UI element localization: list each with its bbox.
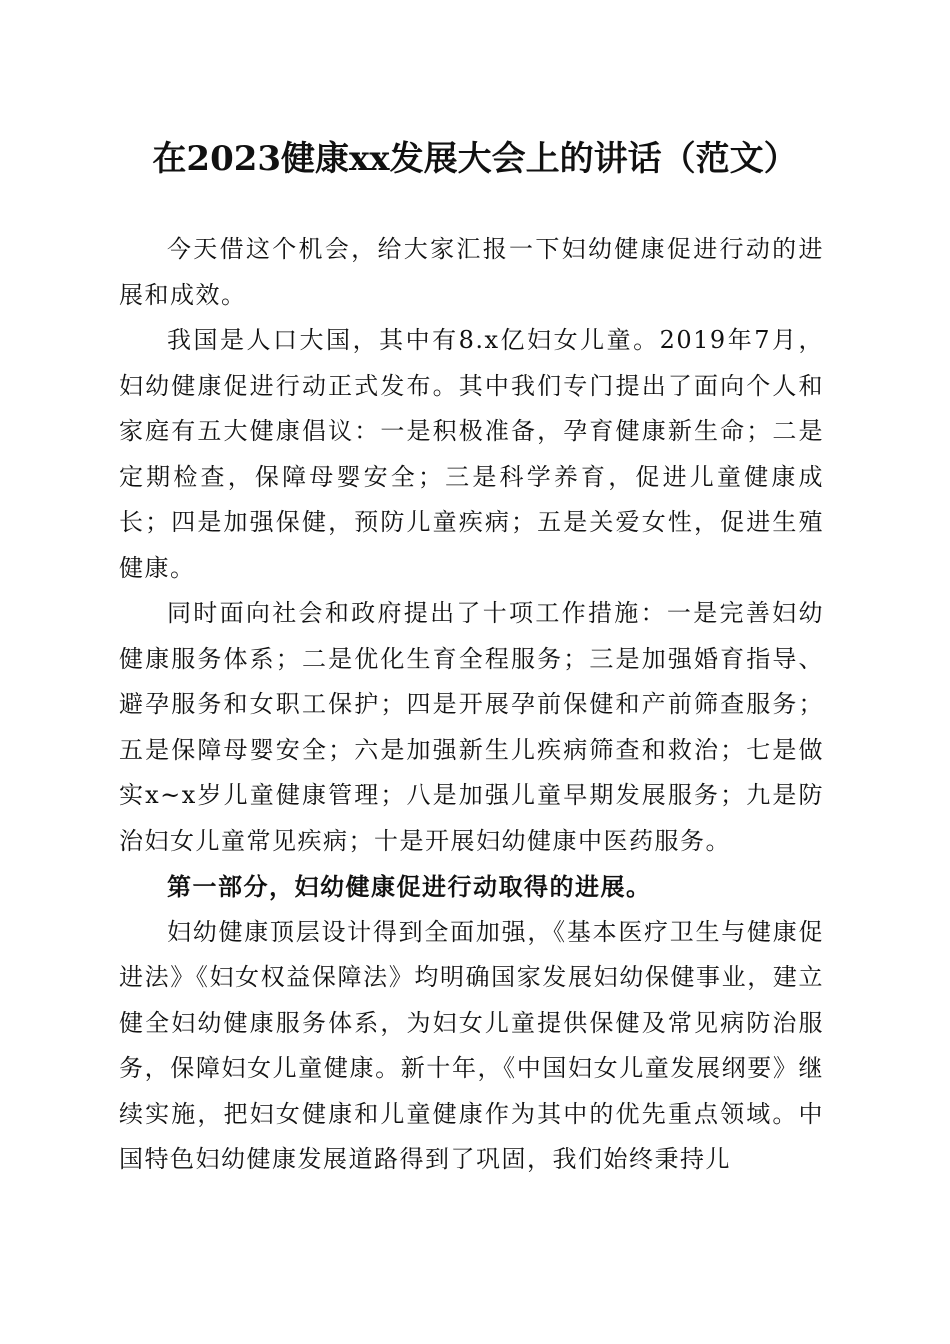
section-heading: 第一部分，妇幼健康促进行动取得的进展。 [167, 872, 652, 901]
paragraph-intro: 今天借这个机会，给大家汇报一下妇幼健康促进行动的进展和成效。 [119, 235, 824, 309]
paragraph-health-initiatives: 我国是人口大国，其中有8.x亿妇女儿童。2019年7月，妇幼健康促进行动正式发布。其中我们专门提出了面向个人和家庭有五大健康倡议：一是积极准备，孕育健康新生命；二是定期检查，保障母婴安全；三是科学养育，促进儿童健康成长；四是加强保健，预防儿童疾病；五是关爱女性，促进生殖健康。 [119, 326, 824, 582]
document-body [119, 227, 824, 1183]
paragraph-work-measures: 同时面向社会和政府提出了十项工作措施：一是完善妇幼健康服务体系；二是优化生育全程服务；三是加强婚育指导、避孕服务和女职工保护；四是开展孕前保健和产前筛查服务；五是保障母婴安全；六是加强新生儿疾病筛查和救治；七是做实x~x岁儿童健康管理；八是加强儿童早期发展服务；九是防治妇女儿童常见疾病；十是开展妇幼健康中医药服务。 [119, 599, 824, 855]
document-title: 在2023健康xx发展大会上的讲话（范文） [152, 139, 798, 179]
paragraph-progress: 妇幼健康顶层设计得到全面加强，《基本医疗卫生与健康促进法》《妇女权益保障法》均明确国家发展妇幼保健事业，建立健全妇幼健康服务体系，为妇女儿童提供保健及常见病防治服务，保障妇女儿童健康。新十年，《中国妇女儿童发展纲要》继续实施，把妇女健康和儿童健康作为其中的优先重点领域。中国特色妇幼健康发展道路得到了巩固，我们始终秉持儿 [119, 917, 824, 1173]
